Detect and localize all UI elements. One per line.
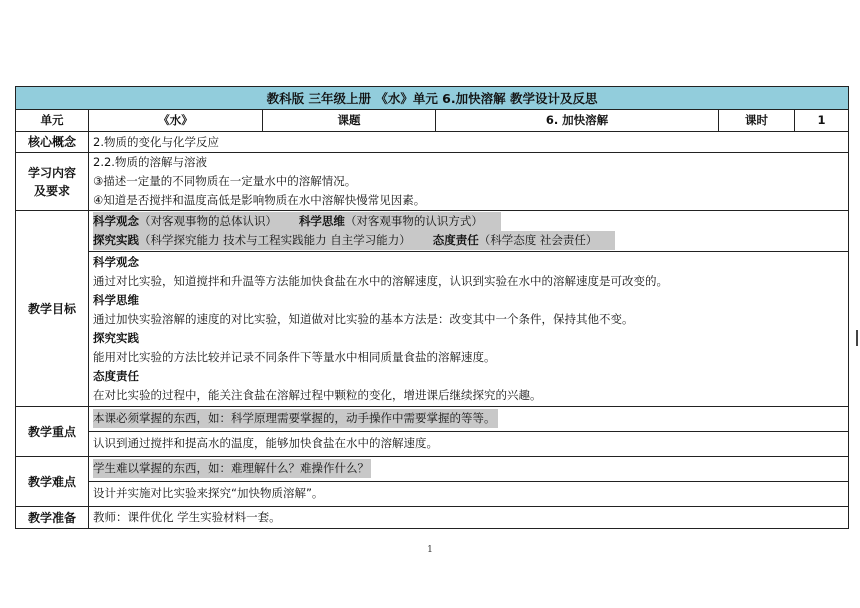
key-points-text: 认识到通过搅拌和提高水的温度，能够加快食盐在水中的溶解速度。 xyxy=(89,431,848,456)
detail-heading: 态度责任 xyxy=(93,369,139,383)
sci-concept-tag: 科学观念 xyxy=(93,214,139,228)
detail-heading: 探究实践 xyxy=(93,331,139,345)
summary-line-2 xyxy=(93,231,615,250)
period-label: 课时 xyxy=(719,110,795,132)
learning-label-line1: 学习内容 xyxy=(27,165,76,180)
learning-label xyxy=(16,153,89,211)
objectives-summary xyxy=(89,211,848,251)
attitude-desc: （科学态度 社会责任） xyxy=(478,233,598,247)
learning-line: 2.2.物质的溶解与溶液 xyxy=(93,155,207,169)
detail-text: 能用对比实验的方法比较并记录不同条件下等量水中相同质量食盐的溶解速度。 xyxy=(93,350,496,364)
sci-thinking-tag: 科学思维 xyxy=(298,214,345,228)
inquiry-tag: 探究实践 xyxy=(93,233,139,247)
sci-thinking-desc: （对客观事物的认识方式） xyxy=(344,214,483,228)
difficulties-hint-row xyxy=(89,457,848,481)
unit-value: 《水》 xyxy=(89,110,263,132)
difficulties-content xyxy=(89,457,849,507)
detail-text: 在对比实验的过程中，能关注食盐在溶解过程中颗粒的变化，增进课后继续探究的兴趣。 xyxy=(93,388,542,402)
detail-text: 通过对比实验，知道搅拌和升温等方法能加快食盐在水中的溶解速度，认识到实验在水中的溶解速度是可改变的。 xyxy=(93,274,668,288)
objectives-label: 教学目标 xyxy=(16,211,89,407)
objectives-content xyxy=(89,211,849,407)
learning-content xyxy=(89,153,849,211)
preparation-text: 教师：课件优化 学生实验材料一套。 xyxy=(89,507,849,529)
preparation-label: 教学准备 xyxy=(16,507,89,529)
learning-line: ③描述一定量的不同物质在一定量水中的溶解情况。 xyxy=(93,174,357,188)
key-points-hint: 本课必须掌握的东西，如：科学原理需要掌握的，动手操作中需要掌握的等等。 xyxy=(93,409,498,428)
page-number: 1 xyxy=(427,545,433,555)
core-concept-label: 核心概念 xyxy=(16,132,89,153)
difficulties-hint: 学生难以掌握的东西，如：难理解什么？难操作什么？ xyxy=(93,459,371,478)
inquiry-desc: （科学探究能力 技术与工程实践能力 自主学习能力） xyxy=(139,233,411,247)
topic-label: 课题 xyxy=(263,110,436,132)
difficulties-text: 设计并实施对比实验来探究“加快物质溶解”。 xyxy=(89,481,848,506)
lesson-plan-table xyxy=(15,86,849,529)
detail-heading: 科学观念 xyxy=(93,255,139,269)
topic-value: 6. 加快溶解 xyxy=(436,110,719,132)
summary-line-1 xyxy=(93,212,501,231)
key-points-hint-row xyxy=(89,407,848,431)
learning-line: ④知道是否搅拌和温度高低是影响物质在水中溶解快慢常见因素。 xyxy=(93,193,426,207)
detail-text: 通过加快实验溶解的速度的对比实验，知道做对比实验的基本方法是：改变其中一个条件，保持其他不变。 xyxy=(93,312,634,326)
detail-heading: 科学思维 xyxy=(93,293,139,307)
scroll-indicator[interactable] xyxy=(856,330,858,346)
document-title: 教科版 三年级上册 《水》单元 6.加快溶解 教学设计及反思 xyxy=(16,87,849,110)
difficulties-label: 教学难点 xyxy=(16,457,89,507)
attitude-tag: 态度责任 xyxy=(432,233,479,247)
core-concept-value: 2.物质的变化与化学反应 xyxy=(89,132,849,153)
learning-label-line2: 及要求 xyxy=(33,183,70,198)
sci-concept-desc: （对客观事物的总体认识） xyxy=(139,214,277,228)
objectives-details xyxy=(89,251,848,406)
key-points-label: 教学重点 xyxy=(16,407,89,457)
period-value: 1 xyxy=(795,110,849,132)
key-points-content xyxy=(89,407,849,457)
unit-label: 单元 xyxy=(16,110,89,132)
